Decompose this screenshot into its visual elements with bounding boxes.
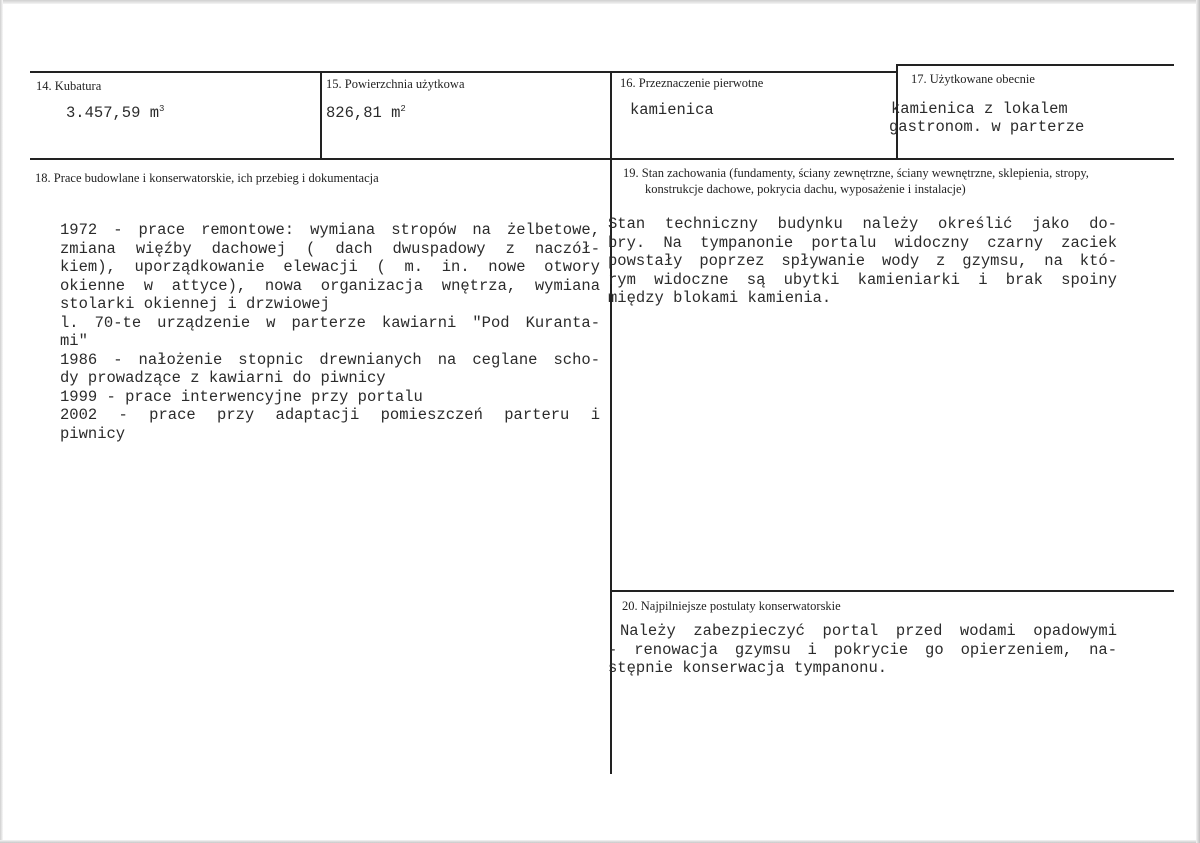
uzytkowane-label: 17. Użytkowane obecnie xyxy=(911,72,1035,86)
prace-line: piwnicy xyxy=(60,424,126,443)
postulaty-text xyxy=(608,622,1117,678)
przeznaczenie-label: 16. Przeznaczenie pierwotne xyxy=(620,76,764,90)
rule-top xyxy=(30,71,897,73)
rule-row2 xyxy=(30,158,1174,160)
stan-text xyxy=(608,215,1117,308)
uzytkowane-line-1: kamienica z lokalem xyxy=(891,100,1068,118)
stan-line: rym widoczne są ubytki kamieniarki i brak spoiny xyxy=(608,270,1117,289)
prace-line: zmiana więźby dachowej ( dach dwuspadowy z naczół- xyxy=(60,239,600,258)
powierzchnia-unit-exponent: 2 xyxy=(400,103,406,114)
rule-col-15 xyxy=(320,71,322,159)
postulaty-label: 20. Najpilniejsze postulaty konserwatorskie xyxy=(622,599,841,613)
prace-line: okienne w attyce), nowa organizacja wnętrza, wymiana xyxy=(60,276,600,295)
postulaty-line: stępnie konserwacja tympanonu. xyxy=(608,659,888,677)
rule-section-20 xyxy=(611,590,1174,592)
prace-line: kiem), uporządkowanie elewacji ( m. in. nowe otwory xyxy=(60,258,600,276)
prace-line: 1986 - nałożenie stopnic drewnianych na ceglane scho- xyxy=(60,350,600,369)
prace-line: l. 70-te urządzenie w parterze kawiarni "Pod Kuranta- xyxy=(60,313,600,332)
stan-label-line-2: konstrukcje dachowe, pokrycia dachu, wyposażenie i instalacje) xyxy=(645,182,966,196)
prace-line: 1999 - prace interwencyjne przy portalu xyxy=(60,387,423,406)
rule-top-right xyxy=(897,64,1174,66)
prace-text xyxy=(60,221,600,443)
kubatura-value xyxy=(66,104,164,122)
scan-edge-left xyxy=(0,0,3,843)
kubatura-unit-exponent: 3 xyxy=(159,103,165,114)
powierzchnia-label: 15. Powierzchnia użytkowa xyxy=(326,77,465,91)
postulaty-line: - renowacja gzymsu i pokrycie go opierzeniem, na- xyxy=(608,640,1117,659)
prace-line: stolarki okiennej i drzwiowej xyxy=(60,295,330,313)
prace-line: 2002 - prace przy adaptacji pomieszczeń parteru i xyxy=(60,406,600,424)
stan-line: bry. Na tympanonie portalu widoczny czarny zaciek xyxy=(608,233,1117,252)
uzytkowane-line-2: gastronom. w parterze xyxy=(889,118,1085,136)
stan-line: Stan techniczny budynku należy określić jako do- xyxy=(608,215,1117,233)
postulaty-line: Należy zabezpieczyć portal przed wodami opadowymi xyxy=(620,622,1117,640)
stan-line: powstały poprzez spływanie wody z gzymsu, na któ- xyxy=(608,252,1117,270)
kubatura-number: 3.457,59 m xyxy=(66,104,160,122)
stan-label-line-1: 19. Stan zachowania (fundamenty, ściany zewnętrzne, ściany wewnętrzne, sklepienia, stropy, xyxy=(623,166,1089,180)
powierzchnia-number: 826,81 m xyxy=(326,104,401,122)
prace-label: 18. Prace budowlane i konserwatorskie, ich przebieg i dokumentacja xyxy=(35,171,379,185)
prace-line: dy prowadzące z kawiarni do piwnicy xyxy=(60,369,386,387)
stan-line: między blokami kamienia. xyxy=(608,289,832,307)
prace-line: 1972 - prace remontowe: wymiana stropów na żelbetowe, xyxy=(60,221,600,239)
scan-edge-right xyxy=(1196,0,1200,843)
scan-edge-top xyxy=(0,0,1200,4)
prace-line: mi" xyxy=(60,332,88,350)
powierzchnia-value xyxy=(326,104,406,122)
przeznaczenie-value: kamienica xyxy=(630,101,714,119)
kubatura-label: 14. Kubatura xyxy=(36,79,102,93)
